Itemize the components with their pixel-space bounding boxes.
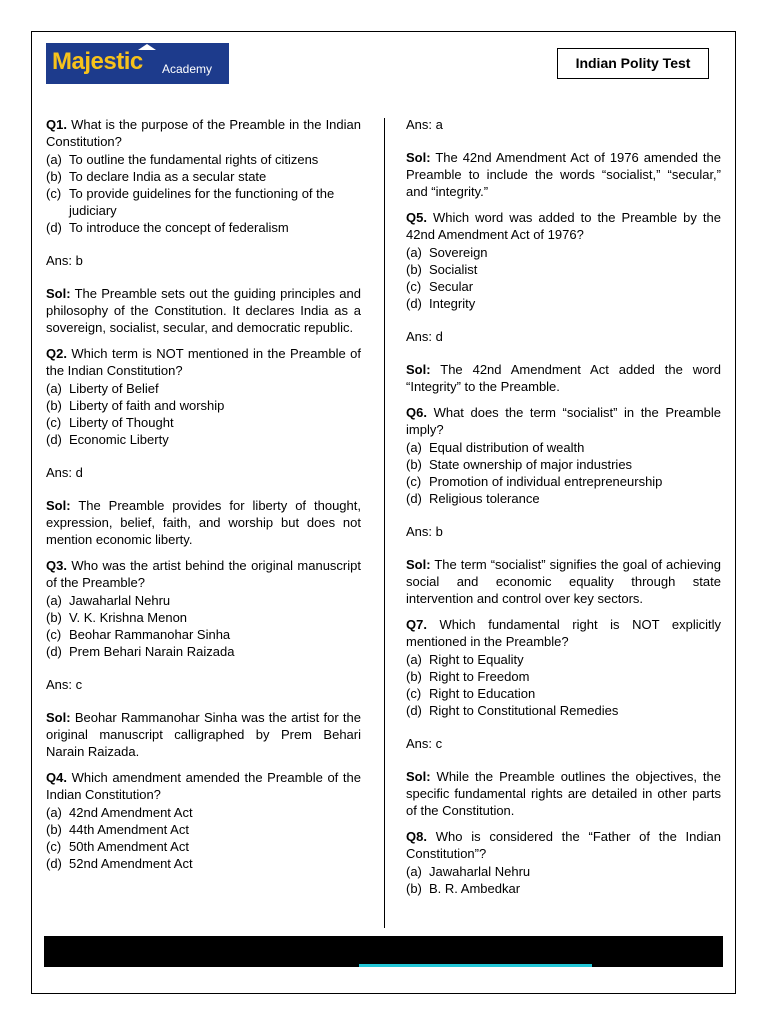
option: (c) Secular bbox=[406, 279, 474, 294]
option: (b) 44th Amendment Act bbox=[46, 822, 189, 837]
q5-text: Which word was added to the Preamble by the 42nd Amendment Act of 1976? bbox=[406, 210, 721, 242]
option: (d) Economic Liberty bbox=[46, 432, 169, 447]
option: (b) Socialist bbox=[406, 262, 478, 277]
option: (d) 52nd Amendment Act bbox=[46, 856, 193, 871]
question-6 bbox=[406, 404, 721, 607]
q2-options bbox=[46, 380, 361, 448]
q4-options bbox=[46, 804, 361, 872]
option: (c) Right to Education bbox=[406, 686, 536, 701]
option: (a) Liberty of Belief bbox=[46, 381, 159, 396]
q5-solution: Sol: The 42nd Amendment Act added the word “Integrity” to the Preamble. bbox=[406, 362, 721, 394]
q2-answer: Ans: d bbox=[46, 465, 83, 480]
footer-bar bbox=[44, 936, 723, 967]
option: (b) Right to Freedom bbox=[406, 669, 530, 684]
option: (a) Sovereign bbox=[406, 245, 488, 260]
q1-answer: Ans: b bbox=[46, 253, 83, 268]
q5-number: Q5. bbox=[406, 210, 427, 225]
q3-options bbox=[46, 592, 361, 660]
option: (b) V. K. Krishna Menon bbox=[46, 610, 188, 625]
option: (c) 50th Amendment Act bbox=[46, 839, 189, 854]
option: (a) To outline the fundamental rights of citizens bbox=[46, 152, 319, 167]
option: (d) Right to Constitutional Remedies bbox=[406, 703, 619, 718]
q6-answer: Ans: b bbox=[406, 524, 443, 539]
q2-number: Q2. bbox=[46, 346, 67, 361]
option: (a) Equal distribution of wealth bbox=[406, 440, 585, 455]
question-3 bbox=[46, 557, 361, 760]
q3-number: Q3. bbox=[46, 558, 67, 573]
q6-options bbox=[406, 439, 721, 507]
option: (b) State ownership of major industries bbox=[406, 457, 633, 472]
option: (d) Prem Behari Narain Raizada bbox=[46, 644, 235, 659]
q2-text: Which term is NOT mentioned in the Preamble of the Indian Constitution? bbox=[46, 346, 361, 378]
logo-brand: Majestic bbox=[52, 48, 143, 75]
q4-answer: Ans: a bbox=[406, 117, 443, 132]
question-8 bbox=[406, 828, 721, 897]
option: (d) To introduce the concept of federalism bbox=[46, 220, 289, 235]
option: (a) Jawaharlal Nehru bbox=[46, 593, 171, 608]
right-column bbox=[406, 116, 721, 906]
option: (c) Promotion of individual entrepreneurship bbox=[406, 474, 663, 489]
q7-number: Q7. bbox=[406, 617, 427, 632]
q5-options bbox=[406, 244, 721, 312]
option: (c) Beohar Rammanohar Sinha bbox=[46, 627, 231, 642]
q3-solution: Sol: Beohar Rammanohar Sinha was the artist for the original manuscript calligraphed by Prem Behari Narain Raizada. bbox=[46, 710, 361, 759]
option: (a) Jawaharlal Nehru bbox=[406, 864, 531, 879]
q7-text: Which fundamental right is NOT explicitly mentioned in the Preamble? bbox=[406, 617, 721, 649]
q3-answer: Ans: c bbox=[46, 677, 83, 692]
q4-solution: Sol: The 42nd Amendment Act of 1976 amended the Preamble to include the words “socialist,” “secular,” and “integrity.” bbox=[406, 150, 721, 199]
q6-solution: Sol: The term “socialist” signifies the goal of achieving social and economic equality through state intervention and control over key sectors. bbox=[406, 557, 721, 606]
option: (b) B. R. Ambedkar bbox=[406, 881, 521, 896]
option: (d) Integrity bbox=[406, 296, 476, 311]
majestic-academy-logo bbox=[46, 43, 229, 84]
question-4-continued bbox=[406, 116, 721, 200]
q8-number: Q8. bbox=[406, 829, 427, 844]
q1-options bbox=[46, 151, 361, 236]
left-column bbox=[46, 116, 361, 881]
q7-solution: Sol: While the Preamble outlines the objectives, the specific fundamental rights are detailed in other parts of the Constitution. bbox=[406, 769, 721, 818]
question-7 bbox=[406, 616, 721, 819]
q2-solution: Sol: The Preamble provides for liberty of thought, expression, belief, faith, and worship but does not mention economic liberty. bbox=[46, 498, 361, 547]
option: (b) Liberty of faith and worship bbox=[46, 398, 225, 413]
q6-number: Q6. bbox=[406, 405, 427, 420]
question-1 bbox=[46, 116, 361, 336]
option: (b) To declare India as a secular state bbox=[46, 169, 267, 184]
option: (a) 42nd Amendment Act bbox=[46, 805, 193, 820]
option: (a) Right to Equality bbox=[406, 652, 524, 667]
q1-solution: Sol: The Preamble sets out the guiding principles and philosophy of the Constitution. It declares India as a sovereign, socialist, secular, and democratic republic. bbox=[46, 286, 361, 335]
q1-number: Q1. bbox=[46, 117, 67, 132]
footer-accent-line bbox=[359, 964, 592, 967]
q5-answer: Ans: d bbox=[406, 329, 443, 344]
q8-text: Who is considered the “Father of the Indian Constitution”? bbox=[406, 829, 721, 861]
logo-sub: Academy bbox=[162, 62, 213, 76]
q6-text: What does the term “socialist” in the Preamble imply? bbox=[406, 405, 721, 437]
option: (d) Religious tolerance bbox=[406, 491, 540, 506]
test-title: Indian Polity Test bbox=[557, 48, 709, 79]
question-5 bbox=[406, 209, 721, 395]
column-divider bbox=[384, 118, 385, 928]
q3-text: Who was the artist behind the original manuscript of the Preamble? bbox=[46, 558, 361, 590]
question-4 bbox=[46, 769, 361, 872]
q7-answer: Ans: c bbox=[406, 736, 443, 751]
option: (c) Liberty of Thought bbox=[46, 415, 174, 430]
option: (c) To provide guidelines for the functioning of the judiciary bbox=[46, 186, 335, 218]
q4-number: Q4. bbox=[46, 770, 67, 785]
q7-options bbox=[406, 651, 721, 719]
question-2 bbox=[46, 345, 361, 548]
q4-text: Which amendment amended the Preamble of the Indian Constitution? bbox=[46, 770, 361, 802]
q8-options bbox=[406, 863, 721, 897]
q1-text: What is the purpose of the Preamble in the Indian Constitution? bbox=[46, 117, 361, 149]
